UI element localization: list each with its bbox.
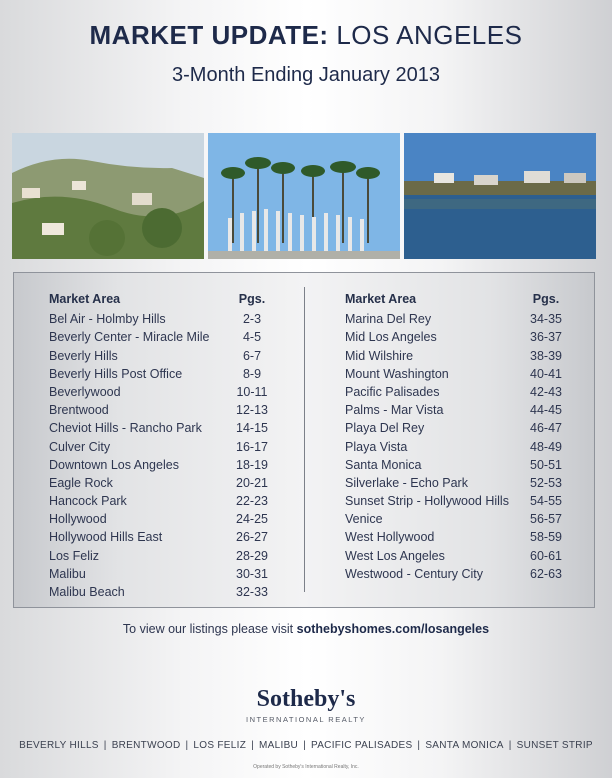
page-range: 12-13 <box>236 403 268 418</box>
office-name: LOS FELIZ <box>193 740 247 751</box>
page-range: 58-59 <box>530 530 562 545</box>
page-range: 28-29 <box>236 548 268 563</box>
page-range: 48-49 <box>530 439 562 454</box>
market-area-table <box>13 272 595 608</box>
page-range: 32-33 <box>236 585 268 599</box>
page-range: 54-55 <box>530 494 562 509</box>
table-row <box>49 347 271 365</box>
page-range: 40-41 <box>530 366 562 381</box>
table-row <box>49 328 271 346</box>
market-area-name: Eagle Rock <box>49 475 113 490</box>
market-area-name: Downtown Los Angeles <box>49 457 179 472</box>
table-row <box>49 510 271 528</box>
table-row <box>345 528 565 546</box>
page-range: 16-17 <box>236 439 268 454</box>
table-row <box>345 365 565 383</box>
market-area-name: Playa Vista <box>345 439 408 454</box>
palm-trees-streetlights-photo <box>208 133 400 259</box>
office-name: MALIBU <box>259 740 299 751</box>
market-area-name: Hancock Park <box>49 494 127 509</box>
office-separator: | <box>508 740 512 751</box>
table-row <box>49 438 271 456</box>
market-area-name: Pacific Palisades <box>345 384 440 399</box>
page-range: 42-43 <box>530 384 562 399</box>
table-row <box>345 565 565 583</box>
table-row <box>345 547 565 565</box>
table-row <box>345 510 565 528</box>
table-row <box>49 456 271 474</box>
market-area-name: Sunset Strip - Hollywood Hills <box>345 494 509 509</box>
table-header <box>345 290 565 308</box>
header-pgs: Pgs. <box>532 292 560 306</box>
office-list <box>0 740 612 751</box>
table-row <box>345 347 565 365</box>
market-area-name: Malibu <box>49 566 86 581</box>
table-row <box>345 383 565 401</box>
market-area-name: Mount Washington <box>345 366 449 381</box>
visit-line <box>0 622 612 636</box>
page-range: 6-7 <box>242 348 262 363</box>
page-range: 14-15 <box>236 421 268 436</box>
market-area-name: Culver City <box>49 439 111 454</box>
website-link[interactable]: sothebyshomes.com/losangeles <box>296 622 490 636</box>
table-row <box>49 310 271 328</box>
page-range: 34-35 <box>530 312 562 327</box>
office-separator: | <box>103 740 107 751</box>
photo-strip <box>12 133 596 259</box>
table-row <box>345 492 565 510</box>
page-range: 46-47 <box>530 421 562 436</box>
page-range: 44-45 <box>530 403 562 418</box>
column-divider <box>304 287 305 592</box>
market-area-column-left <box>49 290 271 601</box>
market-area-name: Santa Monica <box>345 457 422 472</box>
page-range: 52-53 <box>530 475 562 490</box>
office-name: BEVERLY HILLS <box>19 740 99 751</box>
page-range: 50-51 <box>530 457 562 472</box>
page-range: 62-63 <box>530 566 562 581</box>
visit-text: To view our listings please visit <box>122 622 294 636</box>
market-area-name: Marina Del Rey <box>345 312 432 327</box>
sothebys-logo <box>0 686 612 724</box>
office-name: SANTA MONICA <box>425 740 504 751</box>
header-market-area: Market Area <box>345 292 417 306</box>
market-area-name: Silverlake - Echo Park <box>345 475 468 490</box>
page-range: 4-5 <box>242 330 262 345</box>
market-area-name: Malibu Beach <box>49 585 125 599</box>
market-area-name: Palms - Mar Vista <box>345 403 444 418</box>
page-range: 38-39 <box>530 348 562 363</box>
table-row <box>345 474 565 492</box>
page-subtitle: 3-Month Ending January 2013 <box>172 64 440 86</box>
logo-name: Sotheby's <box>256 686 356 712</box>
table-row <box>345 419 565 437</box>
office-separator: | <box>303 740 306 751</box>
market-area-name: Beverlywood <box>49 384 121 399</box>
page-range: 30-31 <box>236 566 268 581</box>
market-area-name: Bel Air - Holmby Hills <box>49 312 166 327</box>
market-area-name: Los Feliz <box>49 548 100 563</box>
market-area-name: Westwood - Century City <box>345 566 484 581</box>
table-row <box>345 456 565 474</box>
page-range: 60-61 <box>530 548 562 563</box>
table-row <box>345 328 565 346</box>
hillside-homes-photo <box>12 133 204 259</box>
market-area-name: Beverly Hills <box>49 348 118 363</box>
table-row <box>49 547 271 565</box>
office-separator: | <box>185 740 189 751</box>
market-area-name: West Los Angeles <box>345 548 445 563</box>
page-range: 20-21 <box>236 475 268 490</box>
logo-subtitle: INTERNATIONAL REALTY <box>246 715 366 724</box>
page-range: 36-37 <box>530 330 562 345</box>
fine-print: Operated by Sotheby's International Realty, Inc. <box>253 764 359 770</box>
market-area-name: Mid Los Angeles <box>345 330 437 345</box>
table-row <box>345 401 565 419</box>
header-pgs: Pgs. <box>238 292 266 306</box>
table-row <box>49 401 271 419</box>
table-row <box>49 492 271 510</box>
title-market-update: MARKET UPDATE: <box>89 20 329 50</box>
table-header <box>49 290 271 308</box>
header-market-area: Market Area <box>49 292 121 306</box>
office-name: PACIFIC PALISADES <box>310 740 413 751</box>
page-range: 2-3 <box>242 312 262 327</box>
table-row <box>49 383 271 401</box>
market-area-name: West Hollywood <box>345 530 435 545</box>
page-range: 8-9 <box>242 366 262 381</box>
office-separator: | <box>251 740 255 751</box>
market-area-name: Hollywood <box>49 512 107 527</box>
page-range: 26-27 <box>236 530 268 545</box>
page-range: 18-19 <box>236 457 268 472</box>
market-area-name: Brentwood <box>49 403 109 418</box>
office-separator: | <box>417 740 421 751</box>
table-row <box>49 474 271 492</box>
market-area-name: Venice <box>345 512 383 527</box>
table-row <box>49 528 271 546</box>
page-title <box>0 20 612 51</box>
page-range: 22-23 <box>236 494 268 509</box>
table-row <box>49 565 271 583</box>
market-area-column-right <box>345 290 565 583</box>
market-area-name: Beverly Hills Post Office <box>49 366 183 381</box>
table-row <box>345 438 565 456</box>
page-range: 24-25 <box>236 512 268 527</box>
table-row <box>345 310 565 328</box>
lakeside-homes-photo <box>404 133 596 259</box>
title-city: LOS ANGELES <box>336 20 523 50</box>
table-row <box>49 365 271 383</box>
market-area-name: Playa Del Rey <box>345 421 425 436</box>
table-row <box>49 583 271 601</box>
page-range: 56-57 <box>530 512 562 527</box>
office-name: SUNSET STRIP <box>516 740 593 751</box>
office-name: BRENTWOOD <box>111 740 181 751</box>
market-area-name: Cheviot Hills - Rancho Park <box>49 421 202 436</box>
table-row <box>49 419 271 437</box>
market-area-name: Hollywood Hills East <box>49 530 163 545</box>
market-area-name: Mid Wilshire <box>345 348 414 363</box>
market-area-name: Beverly Center - Miracle Mile <box>49 330 210 345</box>
page-range: 10-11 <box>236 384 268 399</box>
